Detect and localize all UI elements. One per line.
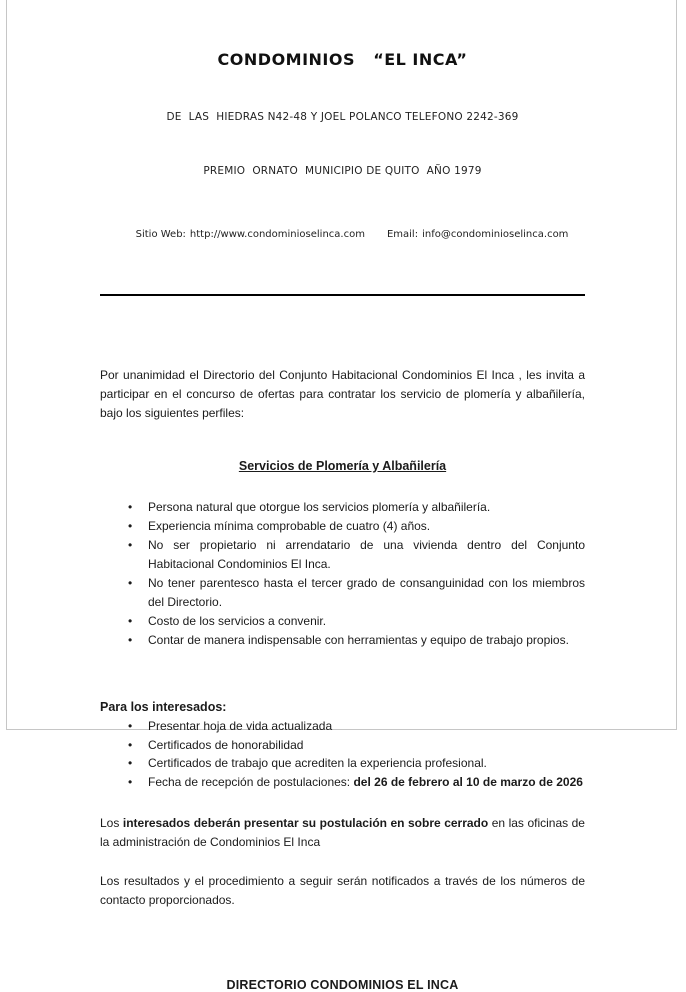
requirements-list [100, 498, 585, 650]
list-item [148, 736, 585, 755]
list-item: • Persona natural que otorgue los servicios plomería y albañilería. [148, 498, 585, 517]
company-title: CONDOMINIOS “EL INCA” [217, 50, 468, 69]
list-item-bold-text: del 26 de febrero al 10 de marzo de 2026 [353, 774, 583, 789]
list-item: • Experiencia mínima comprobable de cuatro (4) años. [148, 517, 585, 536]
list-item: • No ser propietario ni arrendatario de una vivienda dentro del Conjunto Habitacional Condominios El Inca. [148, 536, 585, 574]
list-item: • Costo de los servicios a convenir. [148, 612, 585, 631]
document-page [6, 0, 677, 992]
intro-paragraph: Por unanimidad el Directorio del Conjunto Habitacional Condominios El Inca , les invita a participar en el concurso de ofertas para contratar los servicio de plomería y albañilería, bajo los siguientes perfiles: [100, 368, 592, 420]
website-url: http://www.condominioselinca.com [189, 229, 365, 240]
list-item-text: Fecha de recepción de postulaciones: [148, 774, 354, 789]
list-item [148, 717, 585, 736]
list-item-text: Presentar hoja de vida actualizada [148, 719, 333, 733]
list-item-text: Certificados de honorabilidad [148, 737, 304, 752]
list-item-text: Certificados de trabajo que acrediten la experiencia profesional. [148, 756, 487, 770]
letterhead [100, 12, 585, 334]
list-item: • No tener parentesco hasta el tercer grado de consanguinidad con los miembros del Directorio. [148, 574, 585, 612]
interested-list [100, 717, 585, 791]
address-line: DE LAS HIEDRAS N42-48 Y JOEL POLANCO TELEFONO 2242-369 [166, 111, 519, 123]
submission-text-bold: interesados deberán presentar su postulación en sobre cerrado [122, 816, 489, 830]
list-item [148, 773, 585, 792]
results-paragraph: Los resultados y el procedimiento a seguir serán notificados a través de los números de contacto proporcionados. [100, 874, 585, 907]
submission-text-post: en las oficinas de la administración de Condominios El Inca [100, 816, 585, 849]
section-title: Servicios de Plomería y Albañilería [238, 459, 447, 473]
list-item [148, 754, 585, 773]
contact-line [100, 218, 585, 251]
letterhead-divider [100, 294, 585, 296]
award-line: PREMIO ORNATO MUNICIPIO DE QUITO AÑO 1979 [203, 165, 482, 177]
email-value: info@condominioselinca.com [422, 229, 569, 240]
signature-line: DIRECTORIO CONDOMINIOS EL INCA [226, 978, 459, 992]
list-item: • Contar de manera indispensable con herramientas y equipo de trabajo propios. [148, 631, 585, 650]
submission-text-pre: Los [100, 816, 123, 830]
email-label: Email: [386, 229, 419, 240]
submission-paragraph [100, 814, 585, 852]
interested-heading: Para los interesados: [100, 700, 227, 714]
website-label: Sitio Web: [135, 229, 186, 240]
